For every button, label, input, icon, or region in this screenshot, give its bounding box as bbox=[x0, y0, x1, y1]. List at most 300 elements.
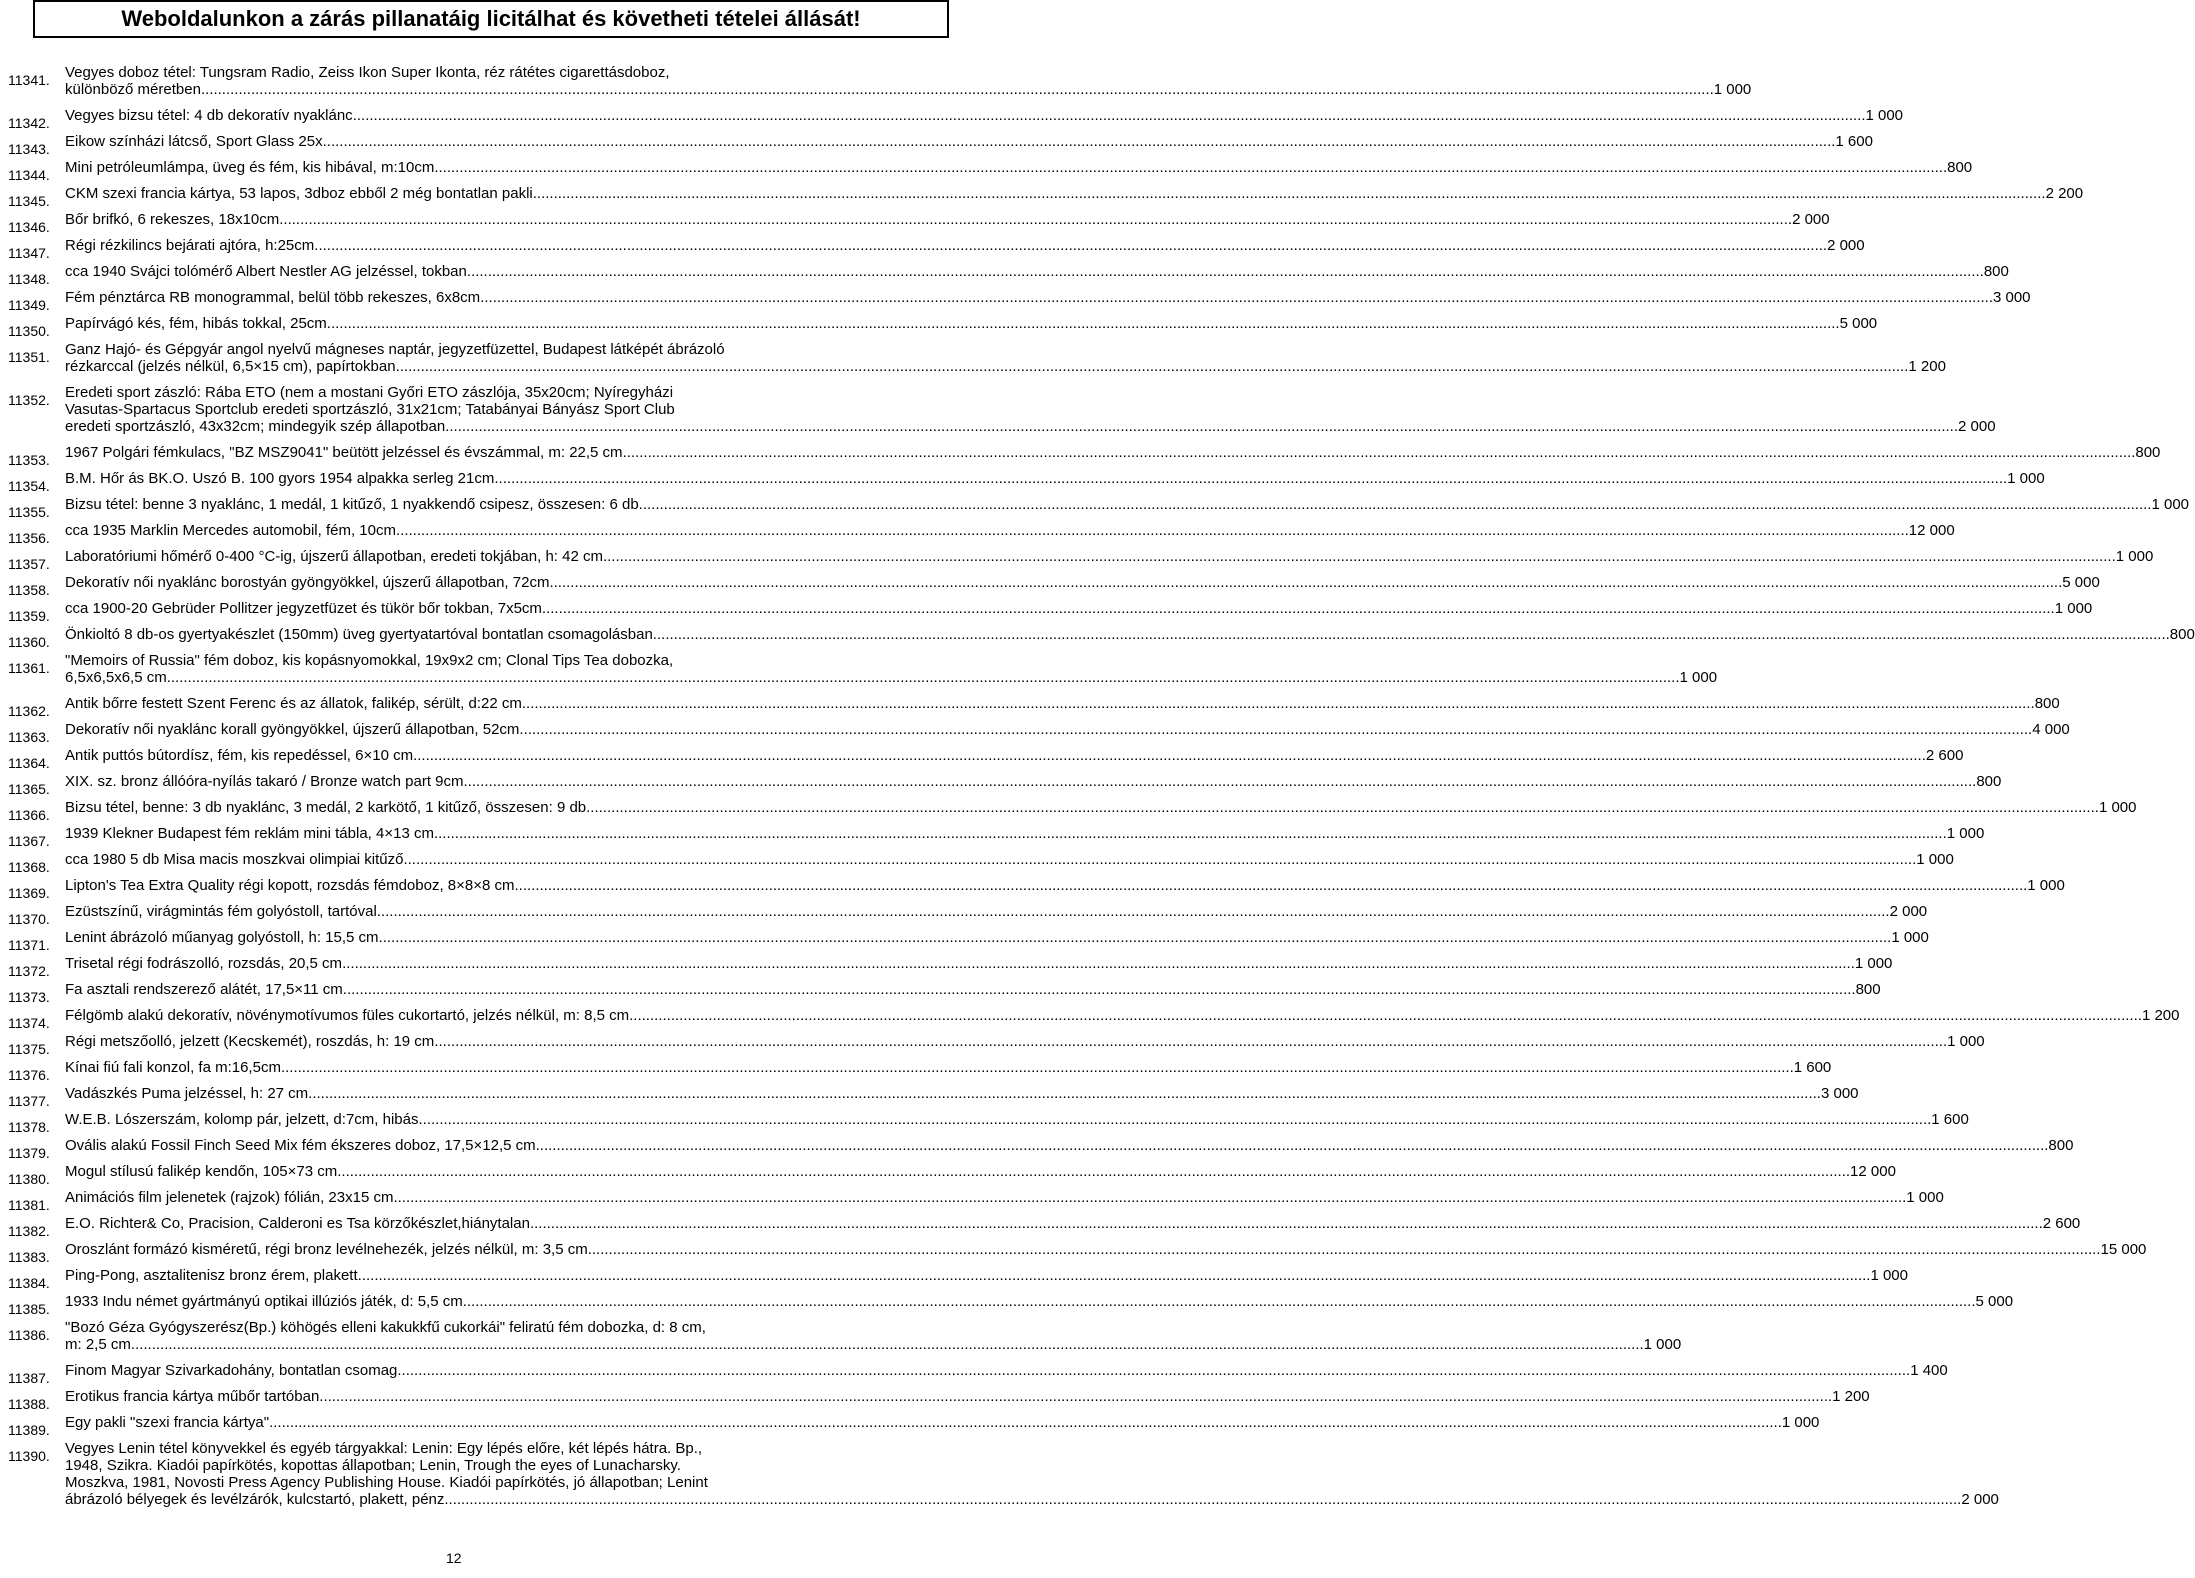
lot-item bbox=[8, 185, 2084, 211]
lot-description-last-line bbox=[65, 1362, 1948, 1379]
dot-leader bbox=[603, 548, 2116, 565]
lot-description-last-line bbox=[65, 133, 1873, 150]
lot-number: 11360. bbox=[8, 634, 50, 650]
lot-item bbox=[8, 341, 1946, 384]
lot-price: 1 200 bbox=[1832, 1388, 1870, 1405]
lot-description-line: Antik bőrre festett Szent Ferenc és az állatok, falikép, sérült, d:22 cm bbox=[65, 695, 522, 712]
lot-description bbox=[65, 1163, 1896, 1189]
lot-price: 800 bbox=[1947, 159, 1973, 176]
lot-item bbox=[8, 825, 1985, 851]
dot-leader bbox=[308, 1085, 1821, 1102]
lot-description bbox=[65, 955, 1892, 981]
lot-description-last-line bbox=[65, 877, 2065, 894]
lot-item bbox=[8, 107, 1904, 133]
dot-leader bbox=[413, 747, 1926, 764]
lot-description-last-line bbox=[65, 981, 1881, 998]
lot-description-last-line bbox=[65, 185, 2083, 202]
lot-number: 11385. bbox=[8, 1301, 50, 1317]
lot-description-line: Dekoratív női nyaklánc korall gyöngyökkel, újszerű állapotban, 52cm bbox=[65, 721, 520, 738]
lot-description bbox=[65, 1059, 1831, 1085]
lot-item bbox=[8, 1007, 2180, 1033]
lot-description-last-line bbox=[65, 358, 1946, 375]
lot-description bbox=[65, 1111, 1969, 1137]
lot-number: 11342. bbox=[8, 115, 50, 131]
dot-leader bbox=[131, 1336, 1644, 1353]
lot-number: 11374. bbox=[8, 1015, 50, 1031]
lot-description-line: Lenint ábrázoló műanyag golyóstoll, h: 15,5 cm bbox=[65, 929, 379, 946]
lot-description-last-line bbox=[65, 1085, 1859, 1102]
lot-description bbox=[65, 747, 1963, 773]
lot-item bbox=[8, 1414, 1820, 1440]
lot-number: 11376. bbox=[8, 1067, 50, 1083]
lot-item bbox=[8, 211, 1830, 237]
lot-number: 11343. bbox=[8, 141, 50, 157]
lot-number: 11345. bbox=[8, 193, 50, 209]
lot-description-line: W.E.B. Lószerszám, kolomp pár, jelzett, d:7cm, hibás bbox=[65, 1111, 419, 1128]
lot-description-line: Ping-Pong, asztalitenisz bronz érem, plakett bbox=[65, 1267, 358, 1284]
lot-description-line: rézkarccal (jelzés nélkül, 6,5×15 cm), papírtokban bbox=[65, 358, 396, 375]
lot-price: 2 600 bbox=[2042, 1215, 2081, 1232]
lot-price: 800 bbox=[1855, 981, 1881, 998]
lot-item bbox=[8, 1293, 2014, 1319]
lot-item bbox=[8, 903, 1928, 929]
dot-leader bbox=[418, 1111, 1931, 1128]
lot-price: 2 000 bbox=[1792, 211, 1830, 228]
lot-description-line: "Bozó Géza Gyógyszerész(Bp.) köhögés elleni kakukkfű cukorkái" feliratú fém dobozka, d: 8 cm, bbox=[65, 1319, 706, 1336]
lot-description-line: cca 1900-20 Gebrüder Pollitzer jegyzetfüzet és tükör bőr tokban, 7x5cm bbox=[65, 600, 542, 617]
lot-description bbox=[65, 903, 1927, 929]
lot-description-line: Vadászkés Puma jelzéssel, h: 27 cm bbox=[65, 1085, 309, 1102]
lot-item bbox=[8, 773, 2002, 799]
lot-description-line: CKM szexi francia kártya, 53 lapos, 3dboz ebből 2 még bontatlan pakli bbox=[65, 185, 533, 202]
lot-number: 11341. bbox=[8, 72, 50, 88]
lot-price: 1 000 bbox=[2151, 496, 2190, 513]
lot-item bbox=[8, 1163, 1896, 1189]
lot-description-last-line bbox=[65, 1491, 1999, 1508]
lot-item bbox=[8, 1241, 2147, 1267]
lot-number: 11355. bbox=[8, 504, 50, 520]
lot-description-line: Bőr brifkó, 6 rekeszes, 18x10cm bbox=[65, 211, 280, 228]
lot-description-last-line bbox=[65, 470, 2045, 487]
lot-price: 1 000 bbox=[1781, 1414, 1820, 1431]
lot-description-last-line bbox=[65, 1111, 1969, 1128]
lot-description-last-line bbox=[65, 418, 1996, 435]
lot-description-line: Eikow színházi látcső, Sport Glass 25x bbox=[65, 133, 323, 150]
dot-leader bbox=[533, 185, 2046, 202]
lot-item bbox=[8, 384, 1996, 444]
lot-price: 5 000 bbox=[1839, 315, 1878, 332]
lot-description bbox=[65, 496, 2189, 522]
lot-description-last-line bbox=[65, 747, 1963, 764]
lot-description-line: Vegyes doboz tétel: Tungsram Radio, Zeiss Ikon Super Ikonta, réz rátétes cigarettásdoboz, bbox=[65, 64, 670, 81]
lot-description-line: Trisetal régi fodrászolló, rozsdás, 20,5 cm bbox=[65, 955, 343, 972]
lot-description-last-line bbox=[65, 695, 2060, 712]
lot-number: 11375. bbox=[8, 1041, 50, 1057]
lot-number: 11378. bbox=[8, 1119, 50, 1135]
lot-description-line: cca 1940 Svájci tolómérő Albert Nestler AG jelzéssel, tokban. bbox=[65, 263, 472, 280]
dot-leader bbox=[327, 315, 1840, 332]
lot-item bbox=[8, 444, 2161, 470]
lot-number: 11365. bbox=[8, 781, 50, 797]
lot-number: 11354. bbox=[8, 478, 50, 494]
lot-number: 11348. bbox=[8, 271, 50, 287]
lot-description-last-line bbox=[65, 548, 2153, 565]
lot-price: 1 000 bbox=[2098, 799, 2137, 816]
lot-item bbox=[8, 695, 2060, 721]
lot-description-line: Bizsu tétel: benne 3 nyaklánc, 1 medál, 1 kitűző, 1 nyakkendő csipesz, összesen: 6 db bbox=[65, 496, 639, 513]
lot-price: 800 bbox=[1976, 773, 2002, 790]
lot-description bbox=[65, 574, 2100, 600]
lot-description-last-line bbox=[65, 1189, 1944, 1206]
lot-description-line: Moszkva, 1981, Novosti Press Agency Publishing House. Kiadói papírkötés, jó állapotban; Lenint bbox=[65, 1474, 708, 1491]
lot-number: 11346. bbox=[8, 219, 50, 235]
lot-item bbox=[8, 1085, 1859, 1111]
lot-number: 11364. bbox=[8, 755, 50, 771]
lot-description bbox=[65, 341, 1946, 384]
lot-number: 11389. bbox=[8, 1422, 50, 1438]
lot-number: 11344. bbox=[8, 167, 50, 183]
lot-price: 1 000 bbox=[1946, 825, 1985, 842]
lot-description-last-line bbox=[65, 669, 1717, 686]
dot-leader bbox=[403, 851, 1916, 868]
lot-description-last-line bbox=[65, 825, 1984, 842]
lot-item bbox=[8, 929, 1929, 955]
lot-description-line: Ezüstszínű, virágmintás fém golyóstoll, tartóval bbox=[65, 903, 377, 920]
lot-description bbox=[65, 1362, 1948, 1388]
dot-leader bbox=[519, 721, 2032, 738]
lot-item bbox=[8, 496, 2190, 522]
lot-price: 1 000 bbox=[2007, 470, 2045, 487]
page-number: 12 bbox=[446, 1550, 462, 1566]
dot-leader bbox=[397, 1362, 1910, 1379]
dot-leader bbox=[464, 773, 1977, 790]
lot-price: 800 bbox=[2034, 695, 2060, 712]
lot-description bbox=[65, 1241, 2146, 1267]
lot-price: 2 200 bbox=[2045, 185, 2084, 202]
lot-description-line: Animációs film jelenetek (rajzok) fólián, 23x15 cm bbox=[65, 1189, 394, 1206]
lot-description-last-line bbox=[65, 444, 2160, 461]
dot-leader bbox=[629, 1007, 2142, 1024]
lot-description-line: Fa asztali rendszerező alátét, 17,5×11 cm bbox=[65, 981, 343, 998]
lot-description-line: 1948, Szikra. Kiadói papírkötés, kopottas állapotban; Lenin, Trough the eyes of Lunacharsky. bbox=[65, 1457, 681, 1474]
lot-price: 1 000 bbox=[1643, 1336, 1682, 1353]
dot-leader bbox=[393, 1189, 1906, 1206]
lot-description-last-line bbox=[65, 496, 2189, 513]
dot-leader bbox=[542, 600, 2055, 617]
dot-leader bbox=[536, 1137, 2049, 1154]
lot-description-line: Vegyes Lenin tétel könyvekkel és egyéb tárgyakkal: Lenin: Egy lépés előre, két lépés hátra. Bp., bbox=[65, 1440, 703, 1457]
lot-item bbox=[8, 1111, 1969, 1137]
lot-description bbox=[65, 1085, 1859, 1111]
lot-description-line: Vegyes bizsu tétel: 4 db dekoratív nyaklánc bbox=[65, 107, 353, 124]
lot-description bbox=[65, 600, 2092, 626]
lot-price: 2 600 bbox=[1925, 747, 1964, 764]
lot-item bbox=[8, 522, 1955, 548]
lot-item bbox=[8, 1215, 2081, 1241]
lot-description bbox=[65, 107, 1903, 133]
lot-number: 11349. bbox=[8, 297, 50, 313]
lot-description-last-line bbox=[65, 1336, 1681, 1353]
lot-price: 1 000 bbox=[1906, 1189, 1944, 1206]
dot-leader bbox=[314, 237, 1827, 254]
lot-description-last-line bbox=[65, 237, 1865, 254]
lot-number: 11390. bbox=[8, 1448, 50, 1464]
lot-price: 5 000 bbox=[2062, 574, 2100, 591]
lot-description bbox=[65, 384, 1996, 444]
lot-description bbox=[65, 825, 1984, 851]
lot-price: 1 000 bbox=[1713, 81, 1752, 98]
lot-description-line: Mogul stílusú falikép kendőn, 105×73 cm bbox=[65, 1163, 338, 1180]
lot-description-last-line bbox=[65, 289, 2031, 306]
lot-description-last-line bbox=[65, 1007, 2179, 1024]
lot-description bbox=[65, 1319, 1681, 1362]
lot-number: 11369. bbox=[8, 885, 50, 901]
lot-description-line: 6,5x6,5x6,5 cm bbox=[65, 669, 167, 686]
lot-description-last-line bbox=[65, 263, 2009, 280]
lot-item bbox=[8, 263, 2009, 289]
lot-description bbox=[65, 548, 2153, 574]
lot-description-last-line bbox=[65, 1293, 2013, 1310]
lot-price: 1 000 bbox=[1947, 1033, 1985, 1050]
lot-number: 11377. bbox=[8, 1093, 50, 1109]
dot-leader bbox=[281, 1059, 1794, 1076]
dot-leader bbox=[657, 626, 2170, 643]
lot-number: 11362. bbox=[8, 703, 50, 719]
lot-item bbox=[8, 1440, 1999, 1517]
dot-leader bbox=[358, 1267, 1871, 1284]
lot-price: 2 000 bbox=[1961, 1491, 1999, 1508]
lot-item bbox=[8, 574, 2100, 600]
lot-description-last-line bbox=[65, 1059, 1831, 1076]
dot-leader bbox=[463, 1293, 1976, 1310]
lot-item bbox=[8, 64, 1752, 107]
lot-price: 800 bbox=[2048, 1137, 2074, 1154]
lot-item bbox=[8, 159, 1973, 185]
lot-item bbox=[8, 1189, 1944, 1215]
lot-description-last-line bbox=[65, 1033, 1985, 1050]
lot-description-line: Félgömb alakú dekoratív, növénymotívumos füles cukortartó, jelzés nélkül, m: 8,5 cm bbox=[65, 1007, 630, 1024]
lot-item bbox=[8, 548, 2154, 574]
lot-description-line: Régi metszőolló, jelzett (Kecskemét), roszdás, h: 19 cm bbox=[65, 1033, 435, 1050]
lot-description bbox=[65, 652, 1717, 695]
lot-number: 11351. bbox=[8, 349, 50, 365]
lot-price: 3 000 bbox=[1820, 1085, 1859, 1102]
lot-description bbox=[65, 1137, 2073, 1163]
dot-leader bbox=[434, 1033, 1947, 1050]
dot-leader bbox=[586, 799, 2099, 816]
lot-number: 11387. bbox=[8, 1370, 50, 1386]
lot-item bbox=[8, 955, 1893, 981]
lot-description-line: Erotikus francia kártya műbőr tartóban bbox=[65, 1388, 320, 1405]
lot-number: 11357. bbox=[8, 556, 50, 572]
lot-price: 12 000 bbox=[1908, 522, 1955, 539]
lot-item bbox=[8, 133, 1873, 159]
lot-description-last-line bbox=[65, 799, 2136, 816]
lot-price: 1 000 bbox=[2115, 548, 2154, 565]
lot-description-line: "Memoirs of Russia" fém doboz, kis kopásnyomokkal, 19x9x2 cm; Clonal Tips Tea dobozka, bbox=[65, 652, 674, 669]
lot-item bbox=[8, 1319, 1682, 1362]
lot-item bbox=[8, 1137, 2074, 1163]
dot-leader bbox=[379, 929, 1892, 946]
lot-description bbox=[65, 799, 2136, 825]
lot-price: 1 600 bbox=[1931, 1111, 1969, 1128]
lot-description-last-line bbox=[65, 1414, 1819, 1431]
lot-description-last-line bbox=[65, 626, 2195, 643]
lot-description bbox=[65, 1267, 1908, 1293]
lot-list bbox=[8, 64, 2195, 1517]
dot-leader bbox=[445, 418, 1958, 435]
lot-number: 11371. bbox=[8, 937, 50, 953]
lot-number: 11388. bbox=[8, 1396, 50, 1412]
lot-number: 11373. bbox=[8, 989, 50, 1005]
page-title: Weboldalunkon a zárás pillanatáig licitálhat és követheti tételei állását! bbox=[121, 6, 861, 31]
lot-price: 1 000 bbox=[1865, 107, 1904, 124]
lot-description-line: Finom Magyar Szivarkadohány, bontatlan csomag bbox=[65, 1362, 398, 1379]
lot-item bbox=[8, 289, 2031, 315]
lot-item bbox=[8, 799, 2137, 825]
lot-description bbox=[65, 289, 2031, 315]
lot-price: 1 000 bbox=[2027, 877, 2065, 894]
lot-price: 1 000 bbox=[1891, 929, 1929, 946]
lot-description bbox=[65, 1033, 1985, 1059]
lot-description bbox=[65, 721, 2070, 747]
lot-description-last-line bbox=[65, 107, 1903, 124]
dot-leader bbox=[396, 358, 1909, 375]
lot-description-line: Egy pakli "szexi francia kártya" bbox=[65, 1414, 270, 1431]
lot-description-line: Papírvágó kés, fém, hibás tokkal, 25cm bbox=[65, 315, 327, 332]
dot-leader bbox=[201, 81, 1714, 98]
lot-description-line: m: 2,5 cm bbox=[65, 1336, 131, 1353]
lot-price: 2 000 bbox=[1827, 237, 1865, 254]
lot-description-line: ábrázoló bélyegek és levélzárók, kulcstartó, plakett, pénz. bbox=[65, 1491, 449, 1508]
lot-number: 11367. bbox=[8, 833, 50, 849]
dot-leader bbox=[588, 1241, 2101, 1258]
dot-leader bbox=[279, 211, 1792, 228]
lot-description bbox=[65, 929, 1929, 955]
lot-description-line: Vasutas-Spartacus Sportclub eredeti sportzászló, 31x21cm; Tatabányai Bányász Sport Club bbox=[65, 401, 675, 418]
lot-description-line: Önkioltó 8 db-os gyertyakészlet (150mm) üveg gyertyatartóval bontatlan csomagolásban. bbox=[65, 626, 657, 643]
lot-number: 11356. bbox=[8, 530, 50, 546]
lot-description-line: Régi rézkilincs bejárati ajtóra, h:25cm bbox=[65, 237, 315, 254]
lot-price: 12 000 bbox=[1850, 1163, 1896, 1180]
lot-description-last-line bbox=[65, 955, 1892, 972]
lot-number: 11353. bbox=[8, 452, 50, 468]
lot-description bbox=[65, 444, 2160, 470]
lot-number: 11381. bbox=[8, 1197, 50, 1213]
dot-leader bbox=[342, 955, 1855, 972]
lot-description-line: 1967 Polgári fémkulacs, "BZ MSZ9041" beütött jelzéssel és évszámmal, m: 22,5 cm bbox=[65, 444, 623, 461]
lot-number: 11382. bbox=[8, 1223, 50, 1239]
lot-item bbox=[8, 600, 2093, 626]
lot-description-line: eredeti sportzászló, 43x32cm; mindegyik szép állapotban bbox=[65, 418, 446, 435]
lot-number: 11372. bbox=[8, 963, 50, 979]
lot-description bbox=[65, 1440, 1999, 1517]
lot-price: 15 000 bbox=[2100, 1241, 2147, 1258]
dot-leader bbox=[396, 522, 1909, 539]
lot-item bbox=[8, 1033, 1985, 1059]
dot-leader bbox=[323, 133, 1836, 150]
lot-item bbox=[8, 315, 1878, 341]
lot-number: 11383. bbox=[8, 1249, 50, 1265]
lot-description-line: Bizsu tétel, benne: 3 db nyaklánc, 3 medál, 2 karkötő, 1 kitűző, összesen: 9 db bbox=[65, 799, 587, 816]
lot-number: 11361. bbox=[8, 660, 50, 676]
lot-description-last-line bbox=[65, 929, 1929, 946]
lot-price: 1 000 bbox=[2054, 600, 2093, 617]
lot-description bbox=[65, 159, 1972, 185]
lot-price: 800 bbox=[2169, 626, 2195, 643]
lot-description-line: E.O. Richter& Co, Pracision, Calderoni es Tsa körzőkészlet,hiánytalan bbox=[65, 1215, 530, 1232]
lot-description bbox=[65, 1007, 2179, 1033]
lot-item bbox=[8, 721, 2070, 747]
lot-item bbox=[8, 626, 2195, 652]
lot-number: 11347. bbox=[8, 245, 50, 261]
dot-leader bbox=[434, 159, 1947, 176]
lot-price: 1 000 bbox=[1854, 955, 1893, 972]
lot-description bbox=[65, 470, 2045, 496]
lot-description bbox=[65, 851, 1954, 877]
lot-description-last-line bbox=[65, 1137, 2073, 1154]
lot-price: 1 400 bbox=[1910, 1362, 1948, 1379]
lot-item bbox=[8, 1362, 1948, 1388]
lot-description-line: Lipton's Tea Extra Quality régi kopott, rozsdás fémdoboz, 8×8×8 cm bbox=[65, 877, 515, 894]
lot-description-last-line bbox=[65, 574, 2100, 591]
lot-number: 11359. bbox=[8, 608, 50, 624]
lot-description-last-line bbox=[65, 1388, 1870, 1405]
lot-description bbox=[65, 1388, 1870, 1414]
lot-description-last-line bbox=[65, 1267, 1908, 1284]
lot-description-last-line bbox=[65, 1163, 1896, 1180]
dot-leader bbox=[337, 1163, 1850, 1180]
lot-description bbox=[65, 626, 2195, 652]
lot-item bbox=[8, 877, 2065, 903]
lot-number: 11363. bbox=[8, 729, 50, 745]
lot-description-last-line bbox=[65, 211, 1830, 228]
lot-description bbox=[65, 522, 1955, 548]
lot-price: 2 000 bbox=[1958, 418, 1996, 435]
lot-description bbox=[65, 1414, 1819, 1440]
dot-leader bbox=[623, 444, 2136, 461]
lot-description-last-line bbox=[65, 721, 2070, 738]
lot-description-last-line bbox=[65, 522, 1955, 539]
lot-number: 11352. bbox=[8, 392, 50, 408]
lot-description-line: Fém pénztárca RB monogrammal, belül több rekeszes, 6x8cm bbox=[65, 289, 481, 306]
lot-description-line: Dekoratív női nyaklánc borostyán gyöngyökkel, újszerű állapotban, 72cm bbox=[65, 574, 550, 591]
lot-price: 1 600 bbox=[1835, 133, 1873, 150]
lot-item bbox=[8, 981, 1881, 1007]
lot-description-line: különböző méretben bbox=[65, 81, 201, 98]
lot-description-line: 1939 Klekner Budapest fém reklám mini tábla, 4×13 cm bbox=[65, 825, 434, 842]
lot-item bbox=[8, 1388, 1870, 1414]
lot-price: 5 000 bbox=[1975, 1293, 2014, 1310]
dot-leader bbox=[269, 1414, 1782, 1431]
lot-description-line: Antik puttós bútordísz, fém, kis repedéssel, 6×10 cm bbox=[65, 747, 414, 764]
lot-item bbox=[8, 470, 2045, 496]
dot-leader bbox=[167, 669, 1680, 686]
lot-number: 11358. bbox=[8, 582, 50, 598]
lot-price: 1 200 bbox=[2141, 1007, 2180, 1024]
lot-item bbox=[8, 1267, 1908, 1293]
lot-price: 2 000 bbox=[1889, 903, 1928, 920]
lot-description-line: Kínai fiú fali konzol, fa m:16,5cm bbox=[65, 1059, 281, 1076]
lot-price: 800 bbox=[1983, 263, 2009, 280]
lot-description bbox=[65, 773, 2001, 799]
dot-leader bbox=[639, 496, 2152, 513]
lot-price: 1 200 bbox=[1908, 358, 1946, 375]
lot-description-last-line bbox=[65, 1241, 2146, 1258]
lot-number: 11386. bbox=[8, 1327, 50, 1343]
lot-price: 800 bbox=[2135, 444, 2161, 461]
lot-description-line: XIX. sz. bronz állóóra-nyílás takaró / Bronze watch part 9cm bbox=[65, 773, 464, 790]
